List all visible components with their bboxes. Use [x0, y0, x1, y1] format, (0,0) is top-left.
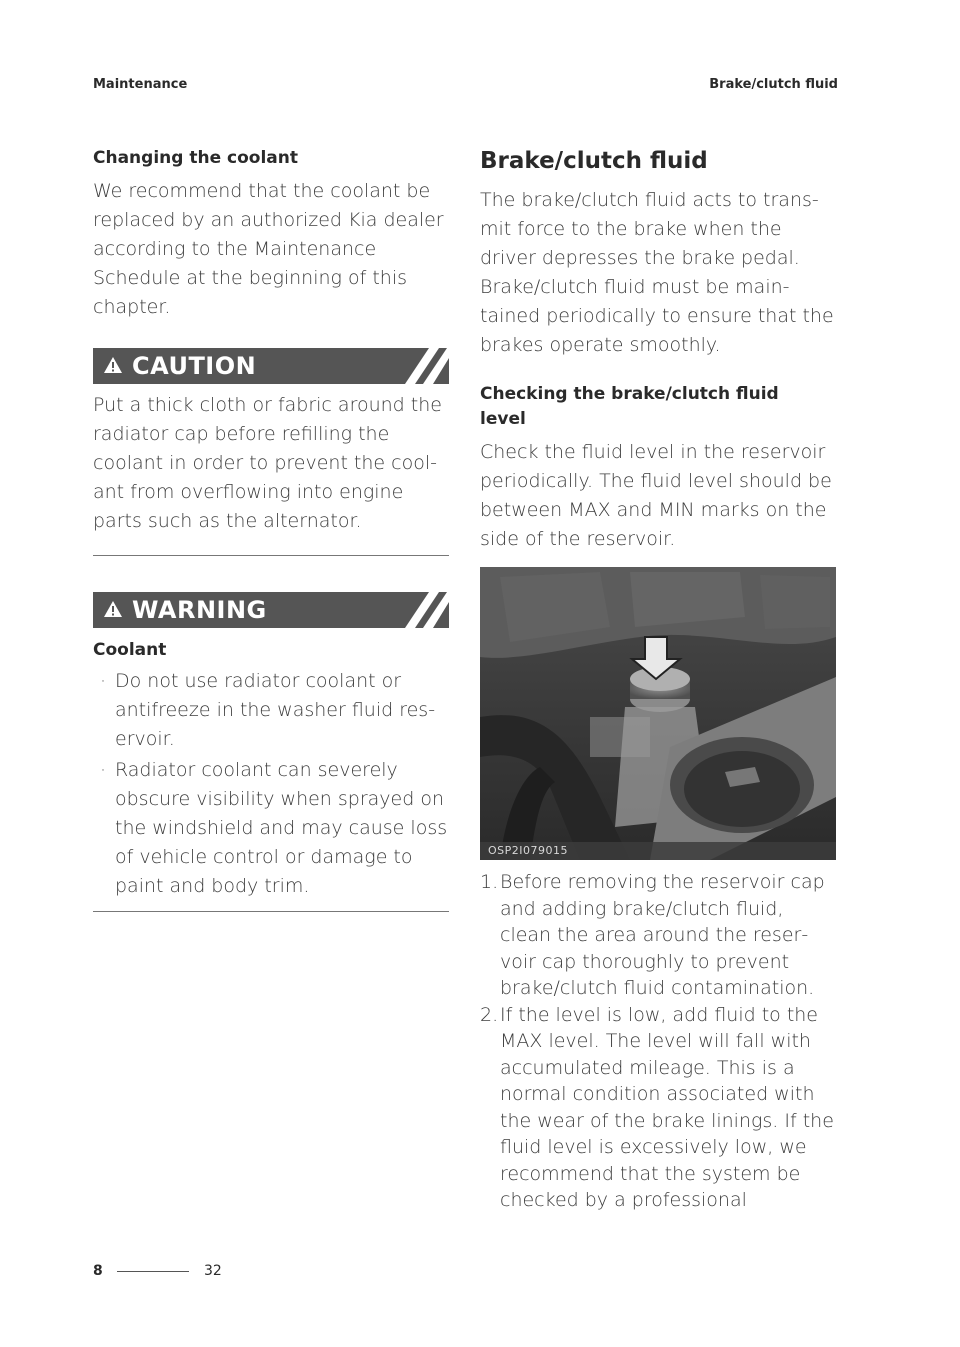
list-item: [93, 667, 449, 754]
bullet-text: Radiator coolant can severely obscure visibility when sprayed on the windshield and may cause loss of vehicle control or damage to paint and body trim.: [115, 759, 448, 897]
caution-banner: [93, 348, 449, 384]
step-number: 1.: [480, 871, 499, 893]
right-column: [480, 142, 836, 1214]
changing-coolant-heading: Changing the coolant: [93, 148, 298, 168]
footer-rule: [117, 1271, 189, 1272]
changing-coolant-text: We recommend that the coolant be replaced by an authorized Kia dealer according to the Maintenance Schedule at the beginning of this chapter.: [93, 180, 444, 318]
step-text: Before removing the reservoir cap and adding brake/clutch fluid, clean the area around the reservoir cap thoroughly to prevent brake/clutch fluid contamination.: [500, 871, 825, 999]
bullet-dot: ·: [100, 670, 107, 692]
reservoir-photo: [480, 567, 836, 860]
warning-title: WARNING: [132, 596, 267, 624]
caution-title: CAUTION: [132, 352, 257, 380]
caution-divider: [93, 555, 449, 556]
bullet-dot: ·: [100, 759, 107, 781]
procedure-steps: [480, 869, 836, 1214]
page-footer: [93, 1263, 222, 1279]
warning-triangle-icon: [103, 356, 123, 374]
checking-level-heading: Checking the brake/clutch fluid level: [480, 384, 779, 429]
list-item: [93, 756, 449, 901]
left-column: [93, 142, 449, 912]
running-header-topic: Brake/clutch fluid: [709, 77, 838, 92]
warning-banner: [93, 592, 449, 628]
brake-fluid-heading: Brake/clutch fluid: [480, 148, 708, 174]
chapter-number: 8: [93, 1263, 103, 1279]
banner-stripes: [403, 592, 449, 628]
brake-fluid-intro: The brake/clutch fluid acts to transmit force to the brake when the driver depresses the brake pedal. Brake/clutch fluid must be maintained periodically to ensure that the brakes operate smoothly.: [480, 189, 834, 356]
image-code-label: OSP2I079015: [480, 842, 836, 860]
checking-level-text: Check the fluid level in the reservoir periodically. The fluid level should be between MAX and MIN marks on the side of the reservoir.: [480, 441, 832, 550]
step-number: 2.: [480, 1003, 499, 1026]
warning-bullet-list: [93, 667, 449, 901]
bullet-text: Do not use radiator coolant or antifreeze in the washer fluid reservoir.: [115, 670, 436, 750]
engine-bay-illustration: [480, 567, 836, 860]
warning-triangle-icon: [103, 600, 123, 618]
caution-text: Put a thick cloth or fabric around the radiator cap before refilling the coolant in order to prevent the coolant from overflowing into engine parts such as the alternator.: [93, 394, 442, 532]
step-item: [480, 869, 836, 1002]
warning-coolant-heading: Coolant: [93, 640, 167, 660]
running-header-section: Maintenance: [93, 77, 188, 92]
warning-divider: [93, 911, 449, 912]
page-number: 32: [204, 1263, 222, 1279]
step-text: If the level is low, add fluid to the MAX level. The level will fall with accumulated mileage. This is a normal condition associated with the wear of the brake linings. If the fluid level is excessively low, we recommend that the system be checked by a professional: [500, 1003, 834, 1211]
step-item: [480, 1002, 836, 1214]
banner-stripes: [403, 348, 449, 384]
